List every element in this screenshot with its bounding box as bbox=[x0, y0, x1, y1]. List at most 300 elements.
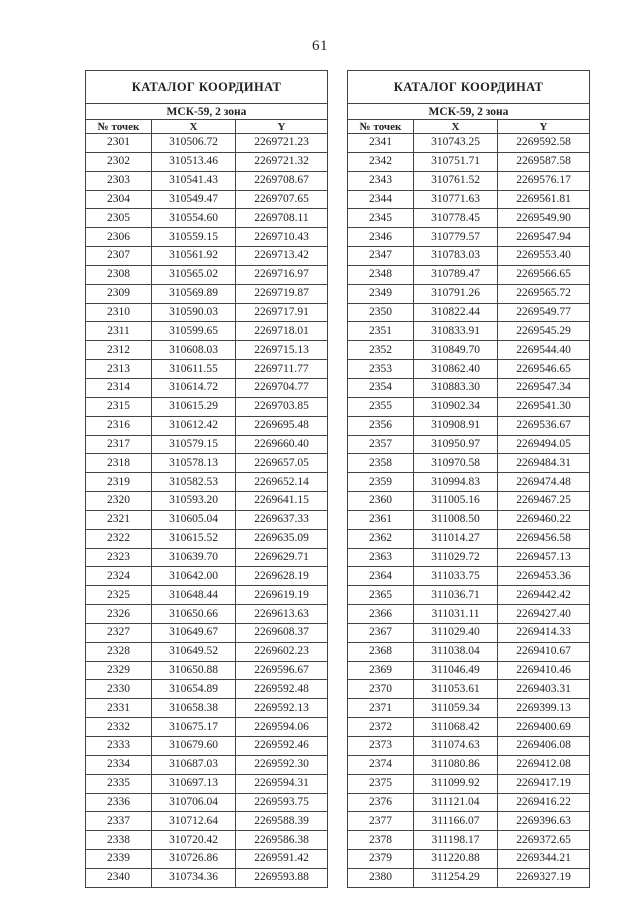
point-number-cell: 2354 bbox=[348, 378, 414, 397]
x-coordinate-cell: 310565.02 bbox=[152, 265, 236, 284]
y-coordinate-cell: 2269587.58 bbox=[498, 152, 590, 171]
x-coordinate-cell: 311031.11 bbox=[414, 605, 498, 624]
y-coordinate-cell: 2269372.65 bbox=[498, 831, 590, 850]
y-coordinate-cell: 2269344.21 bbox=[498, 850, 590, 869]
x-coordinate-cell: 311014.27 bbox=[414, 529, 498, 548]
x-coordinate-cell: 310615.29 bbox=[152, 397, 236, 416]
table-row bbox=[348, 661, 590, 680]
y-coordinate-cell: 2269637.33 bbox=[236, 510, 328, 529]
x-coordinate-cell: 310593.20 bbox=[152, 492, 236, 511]
x-coordinate-cell: 311059.34 bbox=[414, 699, 498, 718]
y-coordinate-cell: 2269592.48 bbox=[236, 680, 328, 699]
x-coordinate-cell: 310582.53 bbox=[152, 473, 236, 492]
table-row bbox=[86, 303, 328, 322]
y-coordinate-cell: 2269711.77 bbox=[236, 360, 328, 379]
y-coordinate-cell: 2269721.23 bbox=[236, 134, 328, 153]
x-coordinate-cell: 310761.52 bbox=[414, 171, 498, 190]
y-coordinate-cell: 2269494.05 bbox=[498, 435, 590, 454]
table-row bbox=[86, 284, 328, 303]
y-coordinate-cell: 2269652.14 bbox=[236, 473, 328, 492]
coordinate-catalog-table-left bbox=[85, 70, 328, 888]
point-number-cell: 2309 bbox=[86, 284, 152, 303]
x-coordinate-cell: 310743.25 bbox=[414, 134, 498, 153]
y-coordinate-cell: 2269541.30 bbox=[498, 397, 590, 416]
table-row bbox=[86, 378, 328, 397]
table-row bbox=[86, 548, 328, 567]
x-coordinate-cell: 310615.52 bbox=[152, 529, 236, 548]
table-row bbox=[348, 774, 590, 793]
y-coordinate-cell: 2269549.77 bbox=[498, 303, 590, 322]
point-number-cell: 2324 bbox=[86, 567, 152, 586]
y-coordinate-cell: 2269657.05 bbox=[236, 454, 328, 473]
table-row bbox=[86, 567, 328, 586]
x-coordinate-cell: 310599.65 bbox=[152, 322, 236, 341]
table-row bbox=[86, 718, 328, 737]
point-number-cell: 2380 bbox=[348, 868, 414, 887]
table-row bbox=[86, 812, 328, 831]
table-row bbox=[86, 755, 328, 774]
table-row bbox=[86, 397, 328, 416]
x-coordinate-cell: 310506.72 bbox=[152, 134, 236, 153]
point-number-cell: 2342 bbox=[348, 152, 414, 171]
table-row bbox=[348, 605, 590, 624]
table-row bbox=[348, 737, 590, 756]
x-coordinate-cell: 310675.17 bbox=[152, 718, 236, 737]
y-coordinate-cell: 2269396.63 bbox=[498, 812, 590, 831]
point-number-cell: 2338 bbox=[86, 831, 152, 850]
table-row bbox=[86, 793, 328, 812]
table-row bbox=[86, 341, 328, 360]
table-row bbox=[348, 755, 590, 774]
catalog-zone: МСК-59, 2 зона bbox=[86, 104, 328, 120]
x-coordinate-cell: 310642.00 bbox=[152, 567, 236, 586]
column-header-point-number: № точек bbox=[348, 120, 414, 134]
point-number-cell: 2375 bbox=[348, 774, 414, 793]
x-coordinate-cell: 310791.26 bbox=[414, 284, 498, 303]
x-coordinate-cell: 310687.03 bbox=[152, 755, 236, 774]
table-row bbox=[348, 134, 590, 153]
x-coordinate-cell: 310883.30 bbox=[414, 378, 498, 397]
catalog-title: КАТАЛОГ КООРДИНАТ bbox=[348, 71, 590, 104]
x-coordinate-cell: 311254.29 bbox=[414, 868, 498, 887]
table-row bbox=[86, 209, 328, 228]
table-row bbox=[348, 529, 590, 548]
x-coordinate-cell: 310970.58 bbox=[414, 454, 498, 473]
y-coordinate-cell: 2269613.63 bbox=[236, 605, 328, 624]
point-number-cell: 2372 bbox=[348, 718, 414, 737]
y-coordinate-cell: 2269457.13 bbox=[498, 548, 590, 567]
y-coordinate-cell: 2269399.13 bbox=[498, 699, 590, 718]
y-coordinate-cell: 2269708.11 bbox=[236, 209, 328, 228]
x-coordinate-cell: 310554.60 bbox=[152, 209, 236, 228]
table-row bbox=[348, 473, 590, 492]
point-number-cell: 2311 bbox=[86, 322, 152, 341]
y-coordinate-cell: 2269544.40 bbox=[498, 341, 590, 360]
point-number-cell: 2367 bbox=[348, 623, 414, 642]
x-coordinate-cell: 310789.47 bbox=[414, 265, 498, 284]
table-row bbox=[348, 303, 590, 322]
table-row bbox=[86, 228, 328, 247]
y-coordinate-cell: 2269417.19 bbox=[498, 774, 590, 793]
catalog-body-right bbox=[348, 134, 590, 888]
x-coordinate-cell: 310779.57 bbox=[414, 228, 498, 247]
x-coordinate-cell: 311036.71 bbox=[414, 586, 498, 605]
point-number-cell: 2320 bbox=[86, 492, 152, 511]
table-row bbox=[86, 850, 328, 869]
table-row bbox=[348, 699, 590, 718]
x-coordinate-cell: 310513.46 bbox=[152, 152, 236, 171]
y-coordinate-cell: 2269327.19 bbox=[498, 868, 590, 887]
point-number-cell: 2369 bbox=[348, 661, 414, 680]
table-row bbox=[348, 284, 590, 303]
x-coordinate-cell: 311029.40 bbox=[414, 623, 498, 642]
y-coordinate-cell: 2269703.85 bbox=[236, 397, 328, 416]
point-number-cell: 2343 bbox=[348, 171, 414, 190]
x-coordinate-cell: 311005.16 bbox=[414, 492, 498, 511]
table-row bbox=[86, 190, 328, 209]
table-row bbox=[86, 360, 328, 379]
point-number-cell: 2363 bbox=[348, 548, 414, 567]
y-coordinate-cell: 2269588.39 bbox=[236, 812, 328, 831]
y-coordinate-cell: 2269707.65 bbox=[236, 190, 328, 209]
x-coordinate-cell: 310579.15 bbox=[152, 435, 236, 454]
x-coordinate-cell: 310697.13 bbox=[152, 774, 236, 793]
point-number-cell: 2334 bbox=[86, 755, 152, 774]
y-coordinate-cell: 2269596.67 bbox=[236, 661, 328, 680]
x-coordinate-cell: 310578.13 bbox=[152, 454, 236, 473]
point-number-cell: 2348 bbox=[348, 265, 414, 284]
x-coordinate-cell: 310654.89 bbox=[152, 680, 236, 699]
point-number-cell: 2377 bbox=[348, 812, 414, 831]
point-number-cell: 2361 bbox=[348, 510, 414, 529]
y-coordinate-cell: 2269553.40 bbox=[498, 247, 590, 266]
point-number-cell: 2310 bbox=[86, 303, 152, 322]
x-coordinate-cell: 310611.55 bbox=[152, 360, 236, 379]
coordinate-catalog-table-right bbox=[347, 70, 590, 888]
x-coordinate-cell: 310734.36 bbox=[152, 868, 236, 887]
column-header-x: X bbox=[414, 120, 498, 134]
y-coordinate-cell: 2269592.46 bbox=[236, 737, 328, 756]
point-number-cell: 2365 bbox=[348, 586, 414, 605]
table-row bbox=[348, 265, 590, 284]
y-coordinate-cell: 2269400.69 bbox=[498, 718, 590, 737]
y-coordinate-cell: 2269545.29 bbox=[498, 322, 590, 341]
table-row bbox=[348, 247, 590, 266]
page-number: 61 bbox=[312, 38, 328, 54]
y-coordinate-cell: 2269713.42 bbox=[236, 247, 328, 266]
y-coordinate-cell: 2269591.42 bbox=[236, 850, 328, 869]
point-number-cell: 2370 bbox=[348, 680, 414, 699]
table-row bbox=[348, 360, 590, 379]
point-number-cell: 2345 bbox=[348, 209, 414, 228]
x-coordinate-cell: 310994.83 bbox=[414, 473, 498, 492]
point-number-cell: 2359 bbox=[348, 473, 414, 492]
point-number-cell: 2313 bbox=[86, 360, 152, 379]
y-coordinate-cell: 2269410.46 bbox=[498, 661, 590, 680]
column-header-x: X bbox=[152, 120, 236, 134]
y-coordinate-cell: 2269416.22 bbox=[498, 793, 590, 812]
table-row bbox=[86, 510, 328, 529]
table-row bbox=[86, 454, 328, 473]
y-coordinate-cell: 2269608.37 bbox=[236, 623, 328, 642]
column-header-point-number: № точек bbox=[86, 120, 152, 134]
table-row bbox=[348, 209, 590, 228]
x-coordinate-cell: 310751.71 bbox=[414, 152, 498, 171]
y-coordinate-cell: 2269641.15 bbox=[236, 492, 328, 511]
point-number-cell: 2353 bbox=[348, 360, 414, 379]
y-coordinate-cell: 2269592.13 bbox=[236, 699, 328, 718]
column-header-y: Y bbox=[498, 120, 590, 134]
point-number-cell: 2318 bbox=[86, 454, 152, 473]
y-coordinate-cell: 2269403.31 bbox=[498, 680, 590, 699]
table-row bbox=[86, 699, 328, 718]
point-number-cell: 2323 bbox=[86, 548, 152, 567]
point-number-cell: 2379 bbox=[348, 850, 414, 869]
table-row bbox=[348, 416, 590, 435]
table-row bbox=[86, 586, 328, 605]
x-coordinate-cell: 310706.04 bbox=[152, 793, 236, 812]
y-coordinate-cell: 2269594.06 bbox=[236, 718, 328, 737]
x-coordinate-cell: 311053.61 bbox=[414, 680, 498, 699]
y-coordinate-cell: 2269629.71 bbox=[236, 548, 328, 567]
y-coordinate-cell: 2269456.58 bbox=[498, 529, 590, 548]
table-row bbox=[86, 623, 328, 642]
y-coordinate-cell: 2269710.43 bbox=[236, 228, 328, 247]
point-number-cell: 2305 bbox=[86, 209, 152, 228]
catalog-body-left bbox=[86, 134, 328, 888]
point-number-cell: 2357 bbox=[348, 435, 414, 454]
y-coordinate-cell: 2269593.88 bbox=[236, 868, 328, 887]
x-coordinate-cell: 310650.88 bbox=[152, 661, 236, 680]
x-coordinate-cell: 310778.45 bbox=[414, 209, 498, 228]
table-row bbox=[348, 718, 590, 737]
y-coordinate-cell: 2269593.75 bbox=[236, 793, 328, 812]
table-row bbox=[348, 680, 590, 699]
point-number-cell: 2335 bbox=[86, 774, 152, 793]
x-coordinate-cell: 311198.17 bbox=[414, 831, 498, 850]
x-coordinate-cell: 310862.40 bbox=[414, 360, 498, 379]
point-number-cell: 2358 bbox=[348, 454, 414, 473]
point-number-cell: 2378 bbox=[348, 831, 414, 850]
table-row bbox=[86, 265, 328, 284]
point-number-cell: 2316 bbox=[86, 416, 152, 435]
x-coordinate-cell: 310541.43 bbox=[152, 171, 236, 190]
x-coordinate-cell: 310950.97 bbox=[414, 435, 498, 454]
point-number-cell: 2307 bbox=[86, 247, 152, 266]
y-coordinate-cell: 2269592.30 bbox=[236, 755, 328, 774]
table-row bbox=[348, 228, 590, 247]
point-number-cell: 2319 bbox=[86, 473, 152, 492]
y-coordinate-cell: 2269547.34 bbox=[498, 378, 590, 397]
x-coordinate-cell: 310908.91 bbox=[414, 416, 498, 435]
point-number-cell: 2349 bbox=[348, 284, 414, 303]
catalog-title: КАТАЛОГ КООРДИНАТ bbox=[86, 71, 328, 104]
x-coordinate-cell: 310649.67 bbox=[152, 623, 236, 642]
y-coordinate-cell: 2269715.13 bbox=[236, 341, 328, 360]
y-coordinate-cell: 2269719.87 bbox=[236, 284, 328, 303]
x-coordinate-cell: 311046.49 bbox=[414, 661, 498, 680]
x-coordinate-cell: 310639.70 bbox=[152, 548, 236, 567]
x-coordinate-cell: 311080.86 bbox=[414, 755, 498, 774]
table-row bbox=[348, 831, 590, 850]
point-number-cell: 2332 bbox=[86, 718, 152, 737]
x-coordinate-cell: 310771.63 bbox=[414, 190, 498, 209]
table-row bbox=[86, 642, 328, 661]
point-number-cell: 2351 bbox=[348, 322, 414, 341]
y-coordinate-cell: 2269660.40 bbox=[236, 435, 328, 454]
x-coordinate-cell: 310649.52 bbox=[152, 642, 236, 661]
x-coordinate-cell: 310559.15 bbox=[152, 228, 236, 247]
y-coordinate-cell: 2269549.90 bbox=[498, 209, 590, 228]
y-coordinate-cell: 2269547.94 bbox=[498, 228, 590, 247]
y-coordinate-cell: 2269602.23 bbox=[236, 642, 328, 661]
x-coordinate-cell: 311121.04 bbox=[414, 793, 498, 812]
x-coordinate-cell: 310726.86 bbox=[152, 850, 236, 869]
table-row bbox=[348, 793, 590, 812]
table-row bbox=[348, 454, 590, 473]
y-coordinate-cell: 2269460.22 bbox=[498, 510, 590, 529]
y-coordinate-cell: 2269718.01 bbox=[236, 322, 328, 341]
point-number-cell: 2344 bbox=[348, 190, 414, 209]
table-row bbox=[86, 322, 328, 341]
x-coordinate-cell: 310822.44 bbox=[414, 303, 498, 322]
x-coordinate-cell: 310569.89 bbox=[152, 284, 236, 303]
point-number-cell: 2322 bbox=[86, 529, 152, 548]
y-coordinate-cell: 2269442.42 bbox=[498, 586, 590, 605]
point-number-cell: 2333 bbox=[86, 737, 152, 756]
table-row bbox=[348, 510, 590, 529]
x-coordinate-cell: 310833.91 bbox=[414, 322, 498, 341]
x-coordinate-cell: 310650.66 bbox=[152, 605, 236, 624]
point-number-cell: 2329 bbox=[86, 661, 152, 680]
point-number-cell: 2373 bbox=[348, 737, 414, 756]
point-number-cell: 2302 bbox=[86, 152, 152, 171]
point-number-cell: 2308 bbox=[86, 265, 152, 284]
y-coordinate-cell: 2269474.48 bbox=[498, 473, 590, 492]
table-row bbox=[86, 737, 328, 756]
table-row bbox=[348, 190, 590, 209]
y-coordinate-cell: 2269406.08 bbox=[498, 737, 590, 756]
x-coordinate-cell: 311099.92 bbox=[414, 774, 498, 793]
point-number-cell: 2337 bbox=[86, 812, 152, 831]
table-row bbox=[86, 605, 328, 624]
table-row bbox=[86, 247, 328, 266]
table-row bbox=[86, 661, 328, 680]
column-header-y: Y bbox=[236, 120, 328, 134]
point-number-cell: 2331 bbox=[86, 699, 152, 718]
point-number-cell: 2330 bbox=[86, 680, 152, 699]
x-coordinate-cell: 311068.42 bbox=[414, 718, 498, 737]
table-row bbox=[348, 341, 590, 360]
point-number-cell: 2321 bbox=[86, 510, 152, 529]
table-row bbox=[86, 134, 328, 153]
x-coordinate-cell: 311038.04 bbox=[414, 642, 498, 661]
x-coordinate-cell: 311008.50 bbox=[414, 510, 498, 529]
x-coordinate-cell: 311074.63 bbox=[414, 737, 498, 756]
point-number-cell: 2317 bbox=[86, 435, 152, 454]
x-coordinate-cell: 310605.04 bbox=[152, 510, 236, 529]
table-row bbox=[348, 586, 590, 605]
y-coordinate-cell: 2269565.72 bbox=[498, 284, 590, 303]
table-row bbox=[348, 397, 590, 416]
point-number-cell: 2368 bbox=[348, 642, 414, 661]
table-row bbox=[348, 567, 590, 586]
table-row bbox=[86, 171, 328, 190]
x-coordinate-cell: 310849.70 bbox=[414, 341, 498, 360]
y-coordinate-cell: 2269635.09 bbox=[236, 529, 328, 548]
y-coordinate-cell: 2269561.81 bbox=[498, 190, 590, 209]
point-number-cell: 2376 bbox=[348, 793, 414, 812]
point-number-cell: 2340 bbox=[86, 868, 152, 887]
x-coordinate-cell: 310614.72 bbox=[152, 378, 236, 397]
y-coordinate-cell: 2269628.19 bbox=[236, 567, 328, 586]
x-coordinate-cell: 310712.64 bbox=[152, 812, 236, 831]
x-coordinate-cell: 310783.03 bbox=[414, 247, 498, 266]
y-coordinate-cell: 2269453.36 bbox=[498, 567, 590, 586]
table-row bbox=[348, 868, 590, 887]
x-coordinate-cell: 311166.07 bbox=[414, 812, 498, 831]
x-coordinate-cell: 310720.42 bbox=[152, 831, 236, 850]
y-coordinate-cell: 2269414.33 bbox=[498, 623, 590, 642]
y-coordinate-cell: 2269594.31 bbox=[236, 774, 328, 793]
y-coordinate-cell: 2269592.58 bbox=[498, 134, 590, 153]
table-row bbox=[86, 868, 328, 887]
x-coordinate-cell: 310590.03 bbox=[152, 303, 236, 322]
x-coordinate-cell: 310658.38 bbox=[152, 699, 236, 718]
table-row bbox=[86, 774, 328, 793]
point-number-cell: 2339 bbox=[86, 850, 152, 869]
y-coordinate-cell: 2269484.31 bbox=[498, 454, 590, 473]
x-coordinate-cell: 311033.75 bbox=[414, 567, 498, 586]
x-coordinate-cell: 310902.34 bbox=[414, 397, 498, 416]
point-number-cell: 2341 bbox=[348, 134, 414, 153]
point-number-cell: 2328 bbox=[86, 642, 152, 661]
table-row bbox=[86, 492, 328, 511]
table-row bbox=[86, 473, 328, 492]
catalog-zone: МСК-59, 2 зона bbox=[348, 104, 590, 120]
point-number-cell: 2303 bbox=[86, 171, 152, 190]
point-number-cell: 2347 bbox=[348, 247, 414, 266]
point-number-cell: 2355 bbox=[348, 397, 414, 416]
y-coordinate-cell: 2269619.19 bbox=[236, 586, 328, 605]
point-number-cell: 2306 bbox=[86, 228, 152, 247]
point-number-cell: 2374 bbox=[348, 755, 414, 774]
table-row bbox=[348, 548, 590, 567]
table-row bbox=[86, 680, 328, 699]
x-coordinate-cell: 310608.03 bbox=[152, 341, 236, 360]
y-coordinate-cell: 2269566.65 bbox=[498, 265, 590, 284]
point-number-cell: 2315 bbox=[86, 397, 152, 416]
point-number-cell: 2350 bbox=[348, 303, 414, 322]
point-number-cell: 2336 bbox=[86, 793, 152, 812]
table-row bbox=[348, 642, 590, 661]
x-coordinate-cell: 310679.60 bbox=[152, 737, 236, 756]
y-coordinate-cell: 2269427.40 bbox=[498, 605, 590, 624]
y-coordinate-cell: 2269576.17 bbox=[498, 171, 590, 190]
table-row bbox=[86, 416, 328, 435]
table-row bbox=[348, 322, 590, 341]
table-row bbox=[348, 850, 590, 869]
point-number-cell: 2314 bbox=[86, 378, 152, 397]
y-coordinate-cell: 2269716.97 bbox=[236, 265, 328, 284]
point-number-cell: 2371 bbox=[348, 699, 414, 718]
table-row bbox=[86, 529, 328, 548]
y-coordinate-cell: 2269721.32 bbox=[236, 152, 328, 171]
x-coordinate-cell: 310561.92 bbox=[152, 247, 236, 266]
point-number-cell: 2366 bbox=[348, 605, 414, 624]
y-coordinate-cell: 2269410.67 bbox=[498, 642, 590, 661]
table-row bbox=[348, 171, 590, 190]
